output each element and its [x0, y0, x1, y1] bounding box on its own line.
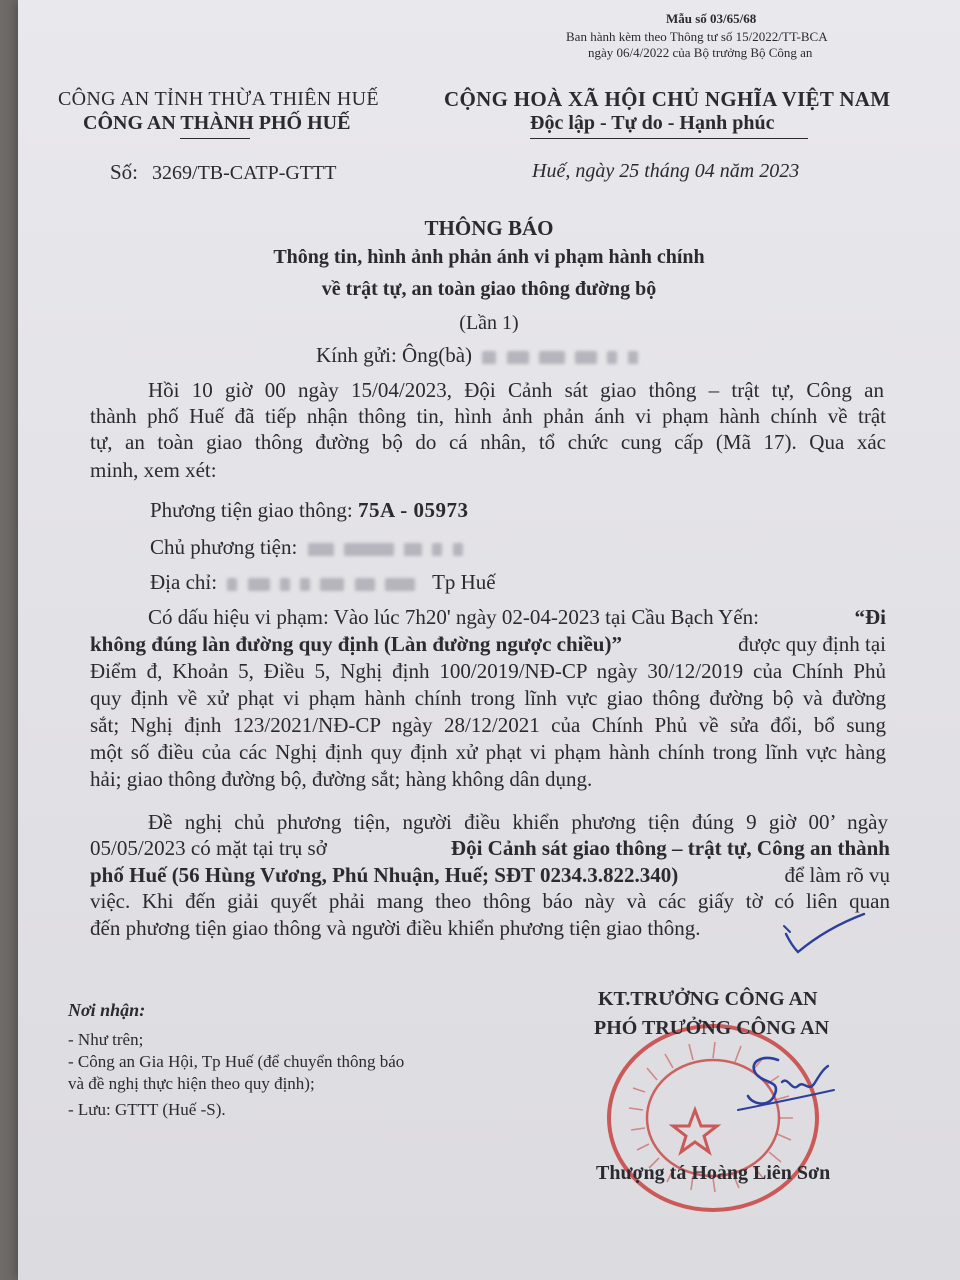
text-line: Đề nghị chủ phương tiện, người điều khiển phương tiện đúng 9 giờ 00’ ngày	[148, 810, 888, 834]
redacted-name	[539, 351, 565, 364]
text-line: Hồi 10 giờ 00 ngày 15/04/2023, Đội Cảnh sát giao thông – trật tự, Công an	[148, 378, 884, 402]
agency-underline	[180, 138, 250, 139]
paragraph1-line2	[90, 404, 886, 429]
notice-round: (Lần 1)	[459, 312, 519, 334]
receivers-item: - Như trên;	[68, 1030, 144, 1049]
violation-line3	[90, 659, 886, 684]
violation-line6	[90, 740, 886, 765]
receivers-title: Nơi nhận:	[68, 1000, 146, 1020]
violation-line1	[148, 605, 886, 630]
request-line5: đến phương tiện giao thông và người điều khiển phương tiện giao thông.	[90, 916, 701, 940]
text-line: Điểm đ, Khoản 5, Điều 5, Nghị định 100/2019/NĐ-CP ngày 30/12/2019 của Chính Phủ	[90, 659, 886, 683]
redacted-owner	[432, 543, 442, 556]
vehicle-plate: 75A - 05973	[357, 498, 469, 522]
redacted-address	[248, 578, 270, 591]
recipient-line	[316, 343, 638, 368]
form-number: Mẫu số 03/65/68	[666, 11, 757, 26]
request-line1	[148, 810, 888, 835]
office-emphasis: Đội Cảnh sát giao thông – trật tự, Công an thành	[450, 836, 890, 860]
nation-title: CỘNG HOÀ XÃ HỘI CHỦ NGHĨA VIỆT NAM	[444, 87, 891, 111]
redacted-address	[320, 578, 344, 591]
text-line: Có dấu hiệu vi phạm: Vào lúc 7h20' ngày 02-04-2023 tại Cầu Bạch Yến:	[148, 605, 759, 629]
redacted-name	[628, 351, 638, 364]
agency-name: CÔNG AN THÀNH PHỐ HUẾ	[83, 112, 351, 134]
agency-parent: CÔNG AN TỈNH THỪA THIÊN HUẾ	[58, 88, 379, 110]
address-city: Tp Huế	[432, 570, 496, 594]
form-note-line2: ngày 06/4/2022 của Bộ trưởng Bộ Công an	[588, 45, 813, 60]
violation-line2	[90, 632, 886, 657]
receivers-item: - Lưu: GTTT (Huế -S).	[68, 1100, 226, 1119]
redacted-address	[280, 578, 290, 591]
paragraph1-line1	[148, 378, 884, 403]
form-note-line1: Ban hành kèm theo Thông tư số 15/2022/TT-BCA	[566, 29, 828, 44]
text-line: 05/05/2023 có mặt tại trụ sở	[90, 836, 327, 860]
redacted-address	[355, 578, 375, 591]
text-line: để làm rõ vụ	[784, 863, 890, 887]
request-line2	[90, 836, 890, 861]
request-line3	[90, 863, 890, 888]
doc-number-value: 3269/TB-CATP-GTTT	[152, 162, 337, 184]
motto: Độc lập - Tự do - Hạnh phúc	[530, 112, 775, 134]
signer-name: Thượng tá Hoàng Liên Sơn	[596, 1162, 831, 1184]
doc-number-label: Số:	[110, 160, 139, 184]
office-emphasis: phố Huế (56 Hùng Vương, Phú Nhuận, Huế; SĐT 0234.3.822.340)	[90, 863, 679, 887]
handwritten-signature	[718, 1040, 838, 1130]
text-line: được quy định tại	[738, 632, 886, 656]
vehicle-field	[150, 498, 468, 523]
text-line: việc. Khi đến giải quyết phải mang theo thông báo này và các giấy tờ có liên quan	[90, 889, 890, 913]
vehicle-label: Phương tiện giao thông:	[150, 498, 353, 522]
document-subtitle-1: Thông tin, hình ảnh phản ánh vi phạm hành chính	[273, 246, 705, 268]
text-line: sắt; Nghị định 123/2021/NĐ-CP ngày 28/12/2021 của Chính Phủ về sửa đổi, bổ sung	[90, 713, 886, 737]
pen-check-mark	[780, 912, 870, 958]
place-date: Huế, ngày 25 tháng 04 năm 2023	[532, 160, 800, 182]
violation-line5	[90, 713, 886, 738]
text-line: tự, an toàn giao thông đường bộ do cá nhân, tổ chức cung cấp (Mã 17). Qua xác	[90, 430, 886, 454]
redacted-owner	[308, 543, 334, 556]
motto-underline	[530, 138, 808, 139]
text-line: quy định về xử phạt vi phạm hành chính trong lĩnh vực giao thông đường bộ và đường	[90, 686, 886, 710]
redacted-owner	[344, 543, 394, 556]
address-label: Địa chỉ:	[150, 570, 218, 594]
redacted-address	[385, 578, 415, 591]
redacted-owner	[453, 543, 463, 556]
text-line: thành phố Huế đã tiếp nhận thông tin, hình ảnh phản ánh vi phạm hành chính về trật	[90, 404, 886, 428]
redacted-owner	[404, 543, 422, 556]
redacted-name	[575, 351, 597, 364]
violation-line7: hải; giao thông đường bộ, đường sắt; hàng không dân dụng.	[90, 767, 593, 791]
violation-emphasis: “Đi	[854, 605, 886, 629]
redacted-name	[607, 351, 617, 364]
receivers-item: - Công an Gia Hội, Tp Huế (để chuyển thông báo	[68, 1052, 405, 1071]
document-subtitle-2: về trật tự, an toàn giao thông đường bộ	[321, 278, 657, 300]
document-title: THÔNG BÁO	[424, 216, 554, 240]
redacted-name	[507, 351, 529, 364]
signature-title-1: KT.TRƯỞNG CÔNG AN	[598, 988, 818, 1010]
document-number	[110, 160, 336, 185]
document-page	[18, 0, 960, 1280]
recipient-label: Kính gửi: Ông(bà)	[316, 343, 473, 367]
owner-field	[150, 535, 463, 560]
receivers-item: và đề nghị thực hiện theo quy định);	[68, 1074, 315, 1093]
text-line: một số điều của các Nghị định quy định xử phạt vi phạm hành chính trong lĩnh vực hàng	[90, 740, 886, 764]
paragraph1-line4: minh, xem xét:	[90, 458, 217, 482]
violation-line4	[90, 686, 886, 711]
redacted-name	[482, 351, 496, 364]
redacted-address	[300, 578, 310, 591]
signature-title-2: PHÓ TRƯỞNG CÔNG AN	[594, 1017, 830, 1039]
paragraph1-line3	[90, 430, 886, 455]
request-line4	[90, 889, 890, 914]
redacted-address	[227, 578, 237, 591]
violation-emphasis: không đúng làn đường quy định (Làn đường ngược chiều)”	[90, 632, 622, 656]
address-field	[150, 570, 496, 595]
owner-label: Chủ phương tiện:	[150, 535, 298, 559]
